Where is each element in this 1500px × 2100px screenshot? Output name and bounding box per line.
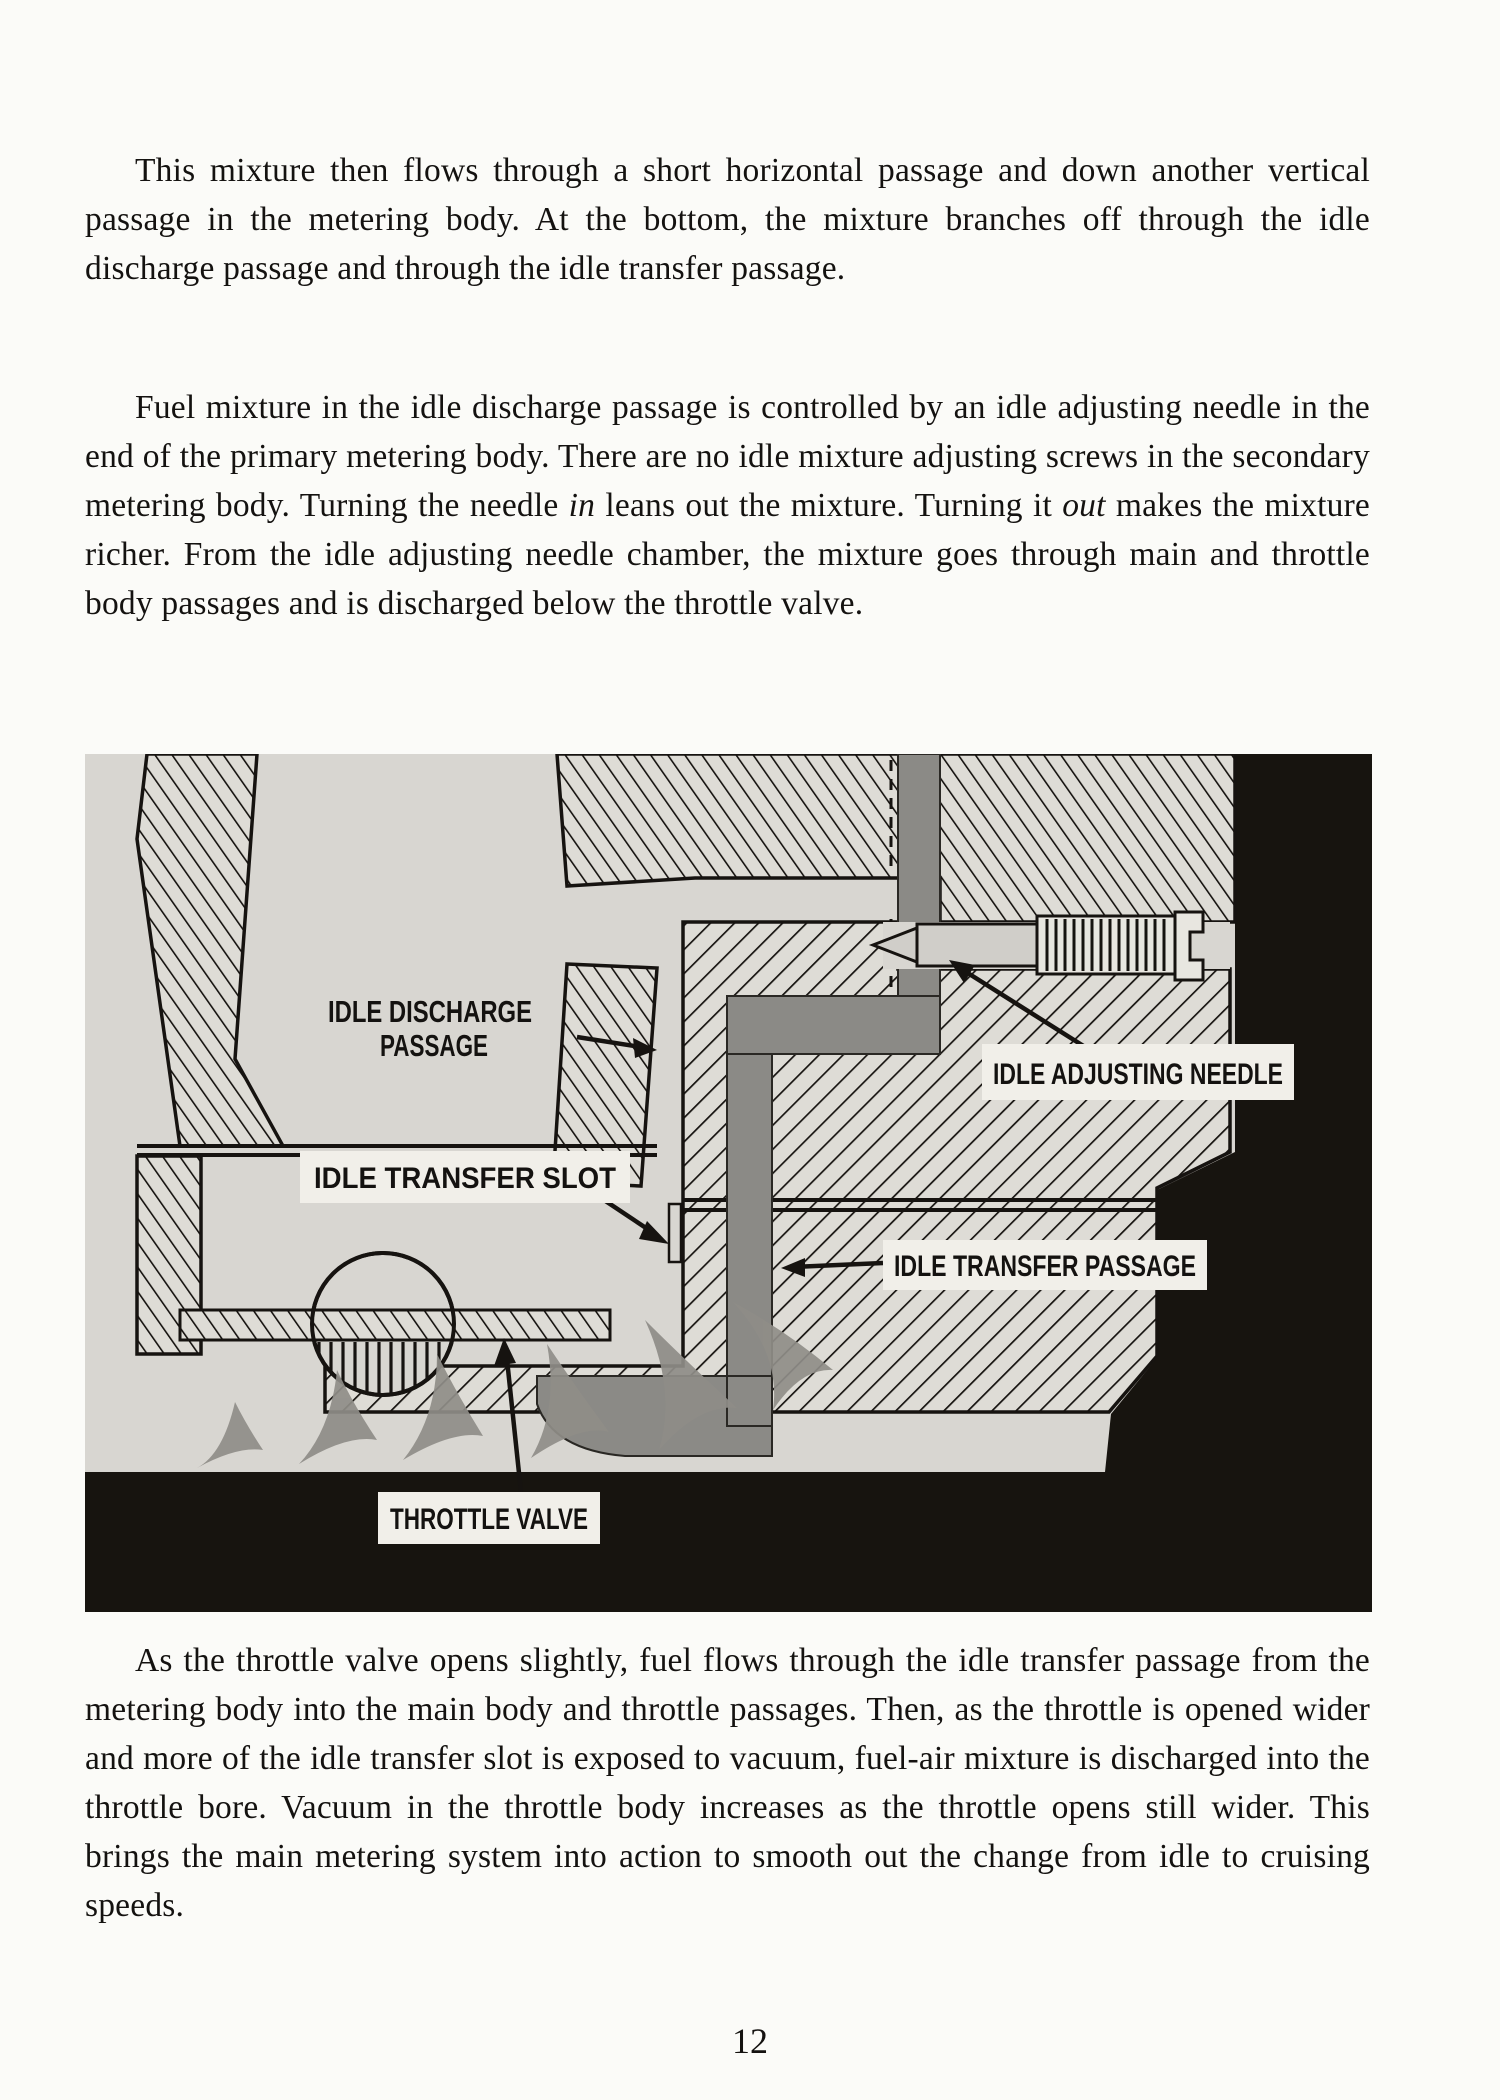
- paragraph-2: [85, 383, 1370, 628]
- idle-transfer-slot-opening: [669, 1204, 681, 1262]
- paragraph-2-italic-out: out: [1062, 487, 1106, 524]
- idle-discharge-passage-label-line1: IDLE DISCHARGE: [328, 994, 532, 1029]
- idle-transfer-passage-label: IDLE TRANSFER PASSAGE: [894, 1250, 1196, 1283]
- idle-transfer-slot-label: IDLE TRANSFER SLOT: [314, 1162, 616, 1195]
- throttle-valve-label: THROTTLE VALVE: [390, 1503, 588, 1536]
- carburetor-cross-section-figure: [85, 754, 1372, 1612]
- page-number: 12: [732, 2021, 768, 2061]
- paragraph-1-text: This mixture then flows through a short horizontal passage and down another vertical passage in the metering body. At the bottom, the mixture branches off through the idle discharge passage and through the idle transfer passage.: [85, 152, 1370, 287]
- needle-body: [917, 924, 1037, 966]
- dark-background-bottom-band: [85, 1472, 1372, 1612]
- paragraph-2-run3: leans out the mixture. Turning it: [595, 487, 1063, 524]
- paragraph-1: [85, 146, 1370, 293]
- paragraph-2-italic-in: in: [568, 487, 596, 524]
- idle-discharge-passage-label-line2: PASSAGE: [380, 1028, 488, 1063]
- paragraph-3: [85, 1636, 1370, 1930]
- paragraph-3-text: As the throttle valve opens slightly, fuel flows through the idle transfer passage from the metering body into the main body and throttle passages. Then, as the throttle is opened wider and more of the idle transfer slot is exposed to vacuum, fuel-air mixture is discharged into the throttle bore. Vacuum in the throttle body increases as the throttle opens still wider. This brings the main metering system into action to smooth out the change from idle to cruising speeds.: [85, 1642, 1370, 1924]
- paragraph-2-run1: Fuel mixture in the idle discharge passage is controlled by an idle adjusting needle in the end of the primary metering body. There are no idle mixture adjusting screws in the secondary metering body. Turning the needle: [85, 389, 1370, 524]
- carburetor-diagram-svg: [85, 754, 1372, 1612]
- idle-adjusting-needle-label: IDLE ADJUSTING NEEDLE: [993, 1058, 1283, 1091]
- throttle-plate-bar: [180, 1310, 610, 1340]
- paragraph-2-run5: makes the mixture richer. From the idle adjusting needle chamber, the mixture goes through main and throttle body passages and is discharged below the throttle valve.: [85, 487, 1370, 622]
